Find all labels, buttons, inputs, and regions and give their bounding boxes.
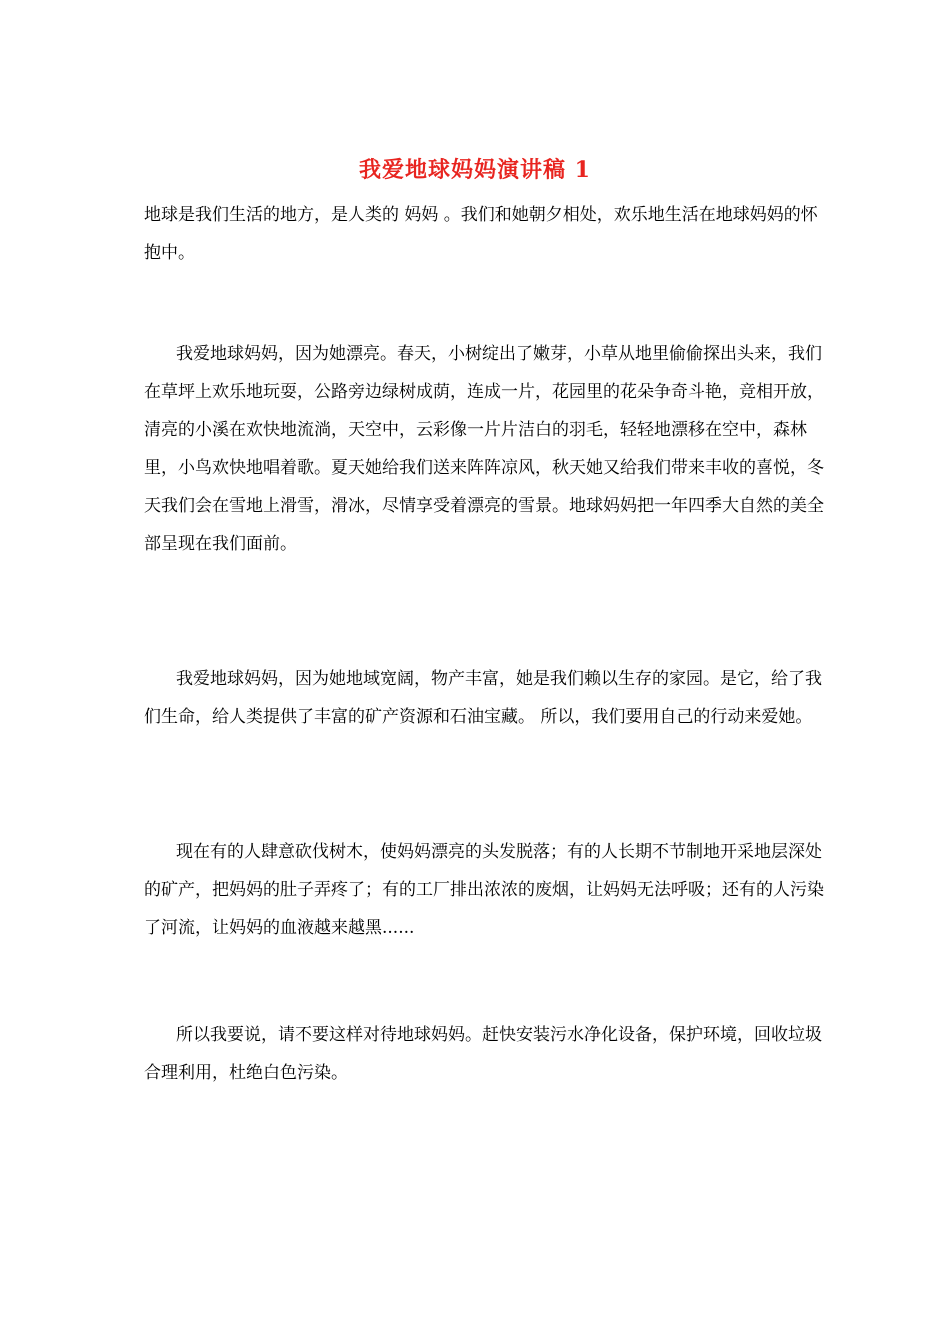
document-title: 我爱地球妈妈演讲稿 1 <box>359 157 591 183</box>
paragraph-resources: 我爱地球妈妈，因为她地域宽阔，物产丰富，她是我们赖以生存的家园。是它，给了我们生命，给人类提供了丰富的矿产资源和石油宝藏。 所以，我们要用自己的行动来爱她。 <box>144 669 822 727</box>
paragraph-damage: 现在有的人肆意砍伐树木，使妈妈漂亮的头发脱落；有的人长期不节制地开采地层深处的矿产，把妈妈的肚子弄疼了；有的工厂排出浓浓的废烟，让妈妈无法呼吸；还有的人污染了河流，让妈妈的血液越来越黑...... <box>144 842 824 938</box>
paragraph-beauty: 我爱地球妈妈，因为她漂亮。春天，小树绽出了嫩芽，小草从地里偷偷探出头来，我们在草坪上欢乐地玩耍，公路旁边绿树成荫，连成一片，花园里的花朵争奇斗艳，竞相开放，清亮的小溪在欢快地流淌，天空中，云彩像一片片洁白的羽毛，轻轻地漂移在空中，森林里，小鸟欢快地唱着歌。夏天她给我们送来阵阵凉风，秋天她又给我们带来丰收的喜悦，冬天我们会在雪地上滑雪，滑冰，尽情享受着漂亮的雪景。地球妈妈把一年四季大自然的美全部呈现在我们面前。 <box>144 344 824 554</box>
paragraph-intro: 地球是我们生活的地方，是人类的 妈妈 。我们和她朝夕相处，欢乐地生活在地球妈妈的怀抱中。 <box>144 205 818 263</box>
paragraph-appeal: 所以我要说，请不要这样对待地球妈妈。赶快安装污水净化设备，保护环境，回收垃圾合理利用，杜绝白色污染。 <box>144 1025 822 1083</box>
